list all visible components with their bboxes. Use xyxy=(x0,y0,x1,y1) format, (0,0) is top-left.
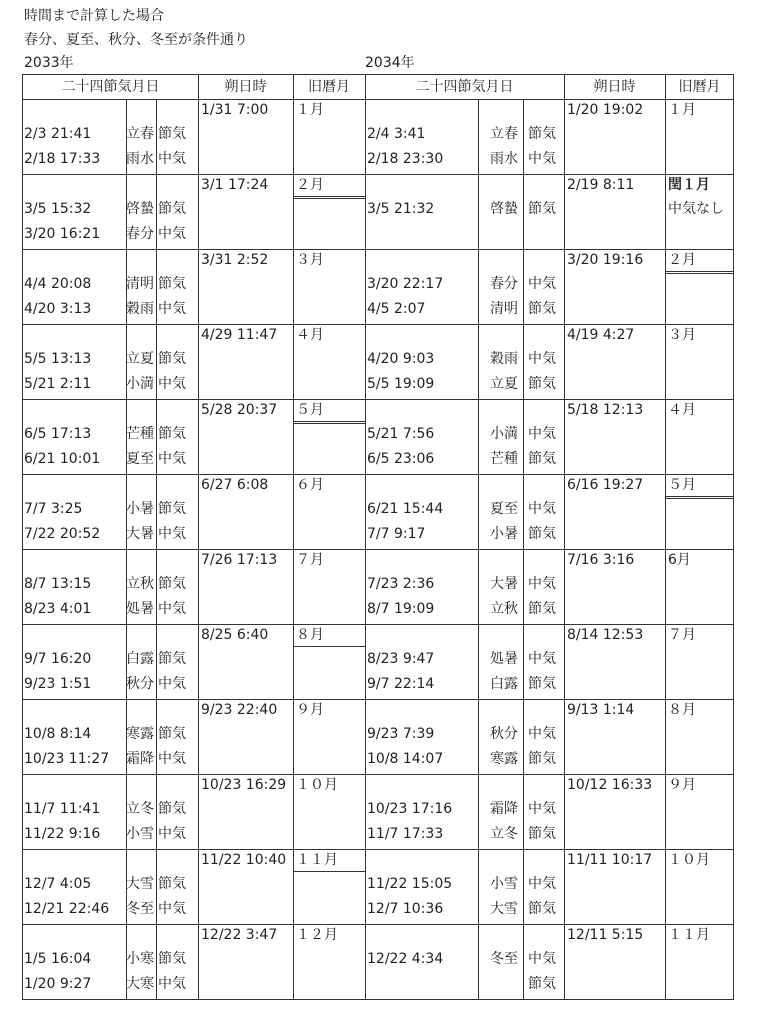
sekki-name: 処暑 xyxy=(126,601,154,617)
sekki-kind: 節気 xyxy=(158,801,186,817)
saku-time: 8/25 6:40 xyxy=(201,627,269,643)
sekki-date: 2/18 17:33 xyxy=(24,151,101,167)
sekki-kind: 節気 xyxy=(158,651,186,667)
sekki-date: 6/21 10:01 xyxy=(24,451,101,467)
saku-time: 5/18 12:13 xyxy=(567,402,644,418)
sekki-name: 霜降 xyxy=(126,751,154,767)
sekki-date: 7/7 9:17 xyxy=(367,526,426,542)
sekki-kind: 節気 xyxy=(158,351,186,367)
sekki-date: 12/21 22:46 xyxy=(24,901,110,917)
lunar-month: ５月 xyxy=(668,477,696,493)
sekki-name: 小雪 xyxy=(490,876,518,892)
sekki-name: 清明 xyxy=(126,276,154,292)
sekki-name: 春分 xyxy=(490,276,518,292)
sekki-name: 小寒 xyxy=(126,951,154,967)
month-separator xyxy=(293,421,365,424)
sekki-date: 3/5 21:32 xyxy=(367,201,435,217)
sekki-date: 11/7 17:33 xyxy=(367,826,444,842)
sekki-name: 大寒 xyxy=(126,976,154,992)
sekki-date: 4/5 2:07 xyxy=(367,301,426,317)
sekki-kind: 節気 xyxy=(528,751,556,767)
sekki-date: 10/23 11:27 xyxy=(24,751,110,767)
saku-time: 4/19 4:27 xyxy=(567,327,635,343)
sekki-name: 立春 xyxy=(126,126,154,142)
sekki-kind: 中気 xyxy=(528,576,556,592)
sekki-kind: 節気 xyxy=(158,276,186,292)
month-separator xyxy=(293,871,365,872)
month-separator xyxy=(665,496,734,499)
sekki-kind: 中気 xyxy=(158,301,186,317)
sekki-name: 寒露 xyxy=(490,751,518,767)
lunar-month: 6月 xyxy=(668,552,691,568)
lunar-month: １０月 xyxy=(296,777,338,793)
saku-time: 4/29 11:47 xyxy=(201,327,278,343)
sekki-name: 立夏 xyxy=(490,376,518,392)
saku-time: 7/26 17:13 xyxy=(201,552,278,568)
sekki-date: 8/7 19:09 xyxy=(367,601,435,617)
saku-time: 7/16 3:16 xyxy=(567,552,635,568)
saku-time: 11/22 10:40 xyxy=(201,852,287,868)
sekki-name: 霜降 xyxy=(490,801,518,817)
month-separator xyxy=(665,271,734,274)
sekki-date: 4/20 3:13 xyxy=(24,301,92,317)
year-label-2033: 2033年 xyxy=(24,55,74,71)
sekki-date: 1/20 9:27 xyxy=(24,976,92,992)
saku-time: 1/31 7:00 xyxy=(201,102,269,118)
sekki-date: 7/23 2:36 xyxy=(367,576,435,592)
sekki-date: 9/7 16:20 xyxy=(24,651,92,667)
sekki-kind: 中気 xyxy=(158,376,186,392)
lunar-month: ４月 xyxy=(296,327,324,343)
sekki-date: 5/21 7:56 xyxy=(367,426,435,442)
lunar-month: ７月 xyxy=(296,552,324,568)
sekki-name: 白露 xyxy=(490,676,518,692)
sekki-kind: 中気 xyxy=(528,726,556,742)
sekki-kind: 節気 xyxy=(158,576,186,592)
sekki-name: 処暑 xyxy=(490,651,518,667)
header-kyureki-2034: 旧暦月 xyxy=(678,79,721,95)
lunar-month: ７月 xyxy=(668,627,696,643)
sekki-date: 7/7 3:25 xyxy=(24,501,83,517)
lunar-month: １１月 xyxy=(296,852,338,868)
sekki-name: 冬至 xyxy=(490,951,518,967)
row-divider xyxy=(23,924,733,925)
lunar-month: ５月 xyxy=(296,402,324,418)
sekki-kind: 節気 xyxy=(528,126,556,142)
column-divider xyxy=(365,75,366,999)
sekki-date: 6/5 23:06 xyxy=(367,451,435,467)
sekki-name: 芒種 xyxy=(490,451,518,467)
column-divider xyxy=(293,75,294,999)
sekki-date: 11/22 9:16 xyxy=(24,826,101,842)
sekki-name: 秋分 xyxy=(126,676,154,692)
lunar-month: ９月 xyxy=(296,702,324,718)
row-divider xyxy=(23,249,733,250)
sekki-table xyxy=(22,74,734,1000)
header-sekki-2034: 二十四節気月日 xyxy=(415,79,514,95)
sekki-kind: 節気 xyxy=(528,976,556,992)
sekki-kind: 中気 xyxy=(158,451,186,467)
saku-time: 1/20 19:02 xyxy=(567,102,644,118)
lunar-month: ９月 xyxy=(668,777,696,793)
sekki-kind: 節気 xyxy=(528,901,556,917)
header-sekki-2033: 二十四節気月日 xyxy=(61,79,160,95)
saku-time: 3/1 17:24 xyxy=(201,177,269,193)
sekki-kind: 中気 xyxy=(528,501,556,517)
month-separator xyxy=(293,196,365,199)
lunar-month: １１月 xyxy=(668,927,710,943)
row-divider xyxy=(23,99,733,100)
sekki-name: 秋分 xyxy=(490,726,518,742)
sekki-date: 5/5 13:13 xyxy=(24,351,92,367)
column-divider xyxy=(198,75,199,999)
sekki-kind: 中気 xyxy=(528,651,556,667)
sekki-date: 2/3 21:41 xyxy=(24,126,92,142)
sekki-kind: 節気 xyxy=(528,376,556,392)
sekki-kind: 中気 xyxy=(528,151,556,167)
sekki-date: 4/20 9:03 xyxy=(367,351,435,367)
lunar-month: ２月 xyxy=(668,252,696,268)
saku-time: 10/12 16:33 xyxy=(567,777,653,793)
sekki-kind: 中気 xyxy=(158,151,186,167)
sekki-name: 大暑 xyxy=(126,526,154,542)
sekki-kind: 節気 xyxy=(158,126,186,142)
sekki-date: 9/7 22:14 xyxy=(367,676,435,692)
sekki-kind: 中気 xyxy=(158,526,186,542)
sekki-date: 8/23 9:47 xyxy=(367,651,435,667)
sekki-date: 2/18 23:30 xyxy=(367,151,444,167)
row-divider xyxy=(23,174,733,175)
sekki-name: 寒露 xyxy=(126,726,154,742)
sekki-name: 小雪 xyxy=(126,826,154,842)
sekki-date: 3/20 22:17 xyxy=(367,276,444,292)
saku-time: 6/16 19:27 xyxy=(567,477,644,493)
sekki-kind: 中気 xyxy=(158,826,186,842)
sekki-kind: 中気 xyxy=(158,901,186,917)
lunar-month: １０月 xyxy=(668,852,710,868)
sekki-name: 立秋 xyxy=(490,601,518,617)
sekki-name: 小満 xyxy=(490,426,518,442)
lunar-month: ８月 xyxy=(296,627,324,643)
sekki-date: 11/22 15:05 xyxy=(367,876,453,892)
lunar-month: ８月 xyxy=(668,702,696,718)
lunar-month-note: 中気なし xyxy=(668,201,724,217)
sekki-kind: 中気 xyxy=(528,276,556,292)
sekki-date: 1/5 16:04 xyxy=(24,951,92,967)
header-kyureki-2033: 旧暦月 xyxy=(308,79,350,95)
sekki-kind: 節気 xyxy=(528,676,556,692)
sekki-kind: 節気 xyxy=(158,951,186,967)
sekki-date: 12/7 10:36 xyxy=(367,901,444,917)
sekki-date: 10/8 8:14 xyxy=(24,726,92,742)
sekki-kind: 中気 xyxy=(158,676,186,692)
sekki-date: 8/23 4:01 xyxy=(24,601,92,617)
sekki-name: 雨水 xyxy=(126,151,154,167)
row-divider xyxy=(23,474,733,475)
sekki-date: 12/22 4:34 xyxy=(367,951,444,967)
saku-time: 12/22 3:47 xyxy=(201,927,278,943)
saku-time: 9/23 22:40 xyxy=(201,702,278,718)
sekki-name: 春分 xyxy=(126,226,154,242)
sekki-kind: 中気 xyxy=(528,351,556,367)
sekki-date: 10/23 17:16 xyxy=(367,801,453,817)
sekki-name: 啓蟄 xyxy=(490,201,518,217)
sekki-kind: 中気 xyxy=(528,426,556,442)
sekki-name: 小満 xyxy=(126,376,154,392)
year-label-2034: 2034年 xyxy=(365,55,415,71)
column-divider xyxy=(665,75,666,999)
sekki-kind: 節気 xyxy=(158,876,186,892)
saku-time: 9/13 1:14 xyxy=(567,702,635,718)
sekki-kind: 節気 xyxy=(528,601,556,617)
sekki-name: 白露 xyxy=(126,651,154,667)
sekki-kind: 中気 xyxy=(528,951,556,967)
sekki-name: 大暑 xyxy=(490,576,518,592)
sekki-date: 9/23 7:39 xyxy=(367,726,435,742)
sekki-kind: 節気 xyxy=(158,726,186,742)
sekki-name: 小暑 xyxy=(490,526,518,542)
row-divider xyxy=(23,549,733,550)
lunar-month: ６月 xyxy=(296,477,324,493)
sekki-date: 10/8 14:07 xyxy=(367,751,444,767)
month-separator xyxy=(293,646,365,647)
sekki-name: 立夏 xyxy=(126,351,154,367)
header-saku-2033: 朔日時 xyxy=(224,79,267,95)
sekki-name: 夏至 xyxy=(126,451,154,467)
saku-time: 3/20 19:16 xyxy=(567,252,644,268)
sekki-date: 12/7 4:05 xyxy=(24,876,92,892)
saku-time: 11/11 10:17 xyxy=(567,852,653,868)
sekki-name: 穀雨 xyxy=(490,351,518,367)
sekki-name: 夏至 xyxy=(490,501,518,517)
row-divider xyxy=(23,324,733,325)
row-divider xyxy=(23,699,733,700)
sekki-name: 啓蟄 xyxy=(126,201,154,217)
sekki-kind: 節気 xyxy=(528,526,556,542)
sekki-date: 9/23 1:51 xyxy=(24,676,92,692)
lunar-month: １２月 xyxy=(296,927,338,943)
row-divider xyxy=(23,849,733,850)
sekki-name: 雨水 xyxy=(490,151,518,167)
header-saku-2034: 朔日時 xyxy=(593,79,636,95)
sekki-date: 5/5 19:09 xyxy=(367,376,435,392)
lunar-month: 閏１月 xyxy=(668,177,710,193)
sekki-date: 7/22 20:52 xyxy=(24,526,101,542)
sekki-kind: 節気 xyxy=(158,426,186,442)
sekki-name: 立冬 xyxy=(490,826,518,842)
sekki-date: 8/7 13:15 xyxy=(24,576,92,592)
sekki-kind: 節気 xyxy=(528,826,556,842)
sekki-name: 穀雨 xyxy=(126,301,154,317)
row-divider xyxy=(23,624,733,625)
lunar-month: １月 xyxy=(668,102,696,118)
page-title: 時間まで計算した場合 xyxy=(24,8,164,24)
sekki-name: 大雪 xyxy=(126,876,154,892)
sekki-kind: 中気 xyxy=(528,876,556,892)
sekki-date: 4/4 20:08 xyxy=(24,276,92,292)
sekki-name: 小暑 xyxy=(126,501,154,517)
sekki-name: 大雪 xyxy=(490,901,518,917)
page-subtitle: 春分、夏至、秋分、冬至が条件通り xyxy=(24,32,248,48)
sekki-kind: 中気 xyxy=(158,226,186,242)
sekki-date: 11/7 11:41 xyxy=(24,801,101,817)
sekki-name: 立冬 xyxy=(126,801,154,817)
sekki-name: 立秋 xyxy=(126,576,154,592)
saku-time: 6/27 6:08 xyxy=(201,477,269,493)
saku-time: 3/31 2:52 xyxy=(201,252,269,268)
saku-time: 10/23 16:29 xyxy=(201,777,287,793)
sekki-date: 3/5 15:32 xyxy=(24,201,92,217)
sekki-date: 2/4 3:41 xyxy=(367,126,426,142)
sekki-kind: 節気 xyxy=(528,201,556,217)
sekki-name: 冬至 xyxy=(126,901,154,917)
sekki-kind: 中気 xyxy=(158,976,186,992)
sekki-kind: 中気 xyxy=(528,801,556,817)
saku-time: 12/11 5:15 xyxy=(567,927,644,943)
sekki-kind: 節気 xyxy=(158,501,186,517)
lunar-month: ３月 xyxy=(668,327,696,343)
sekki-date: 5/21 2:11 xyxy=(24,376,92,392)
lunar-month: １月 xyxy=(296,102,324,118)
lunar-month: ３月 xyxy=(296,252,324,268)
sekki-kind: 節気 xyxy=(528,301,556,317)
column-divider xyxy=(564,75,565,999)
sekki-kind: 中気 xyxy=(158,601,186,617)
sekki-name: 立春 xyxy=(490,126,518,142)
sekki-kind: 節気 xyxy=(528,451,556,467)
sekki-kind: 節気 xyxy=(158,201,186,217)
sekki-kind: 中気 xyxy=(158,751,186,767)
saku-time: 5/28 20:37 xyxy=(201,402,278,418)
sekki-date: 6/21 15:44 xyxy=(367,501,444,517)
row-divider xyxy=(23,774,733,775)
row-divider xyxy=(23,399,733,400)
sekki-name: 清明 xyxy=(490,301,518,317)
sekki-name: 芒種 xyxy=(126,426,154,442)
sekki-date: 3/20 16:21 xyxy=(24,226,101,242)
saku-time: 2/19 8:11 xyxy=(567,177,635,193)
lunar-month: ４月 xyxy=(668,402,696,418)
sekki-date: 6/5 17:13 xyxy=(24,426,92,442)
saku-time: 8/14 12:53 xyxy=(567,627,644,643)
lunar-month: ２月 xyxy=(296,177,324,193)
